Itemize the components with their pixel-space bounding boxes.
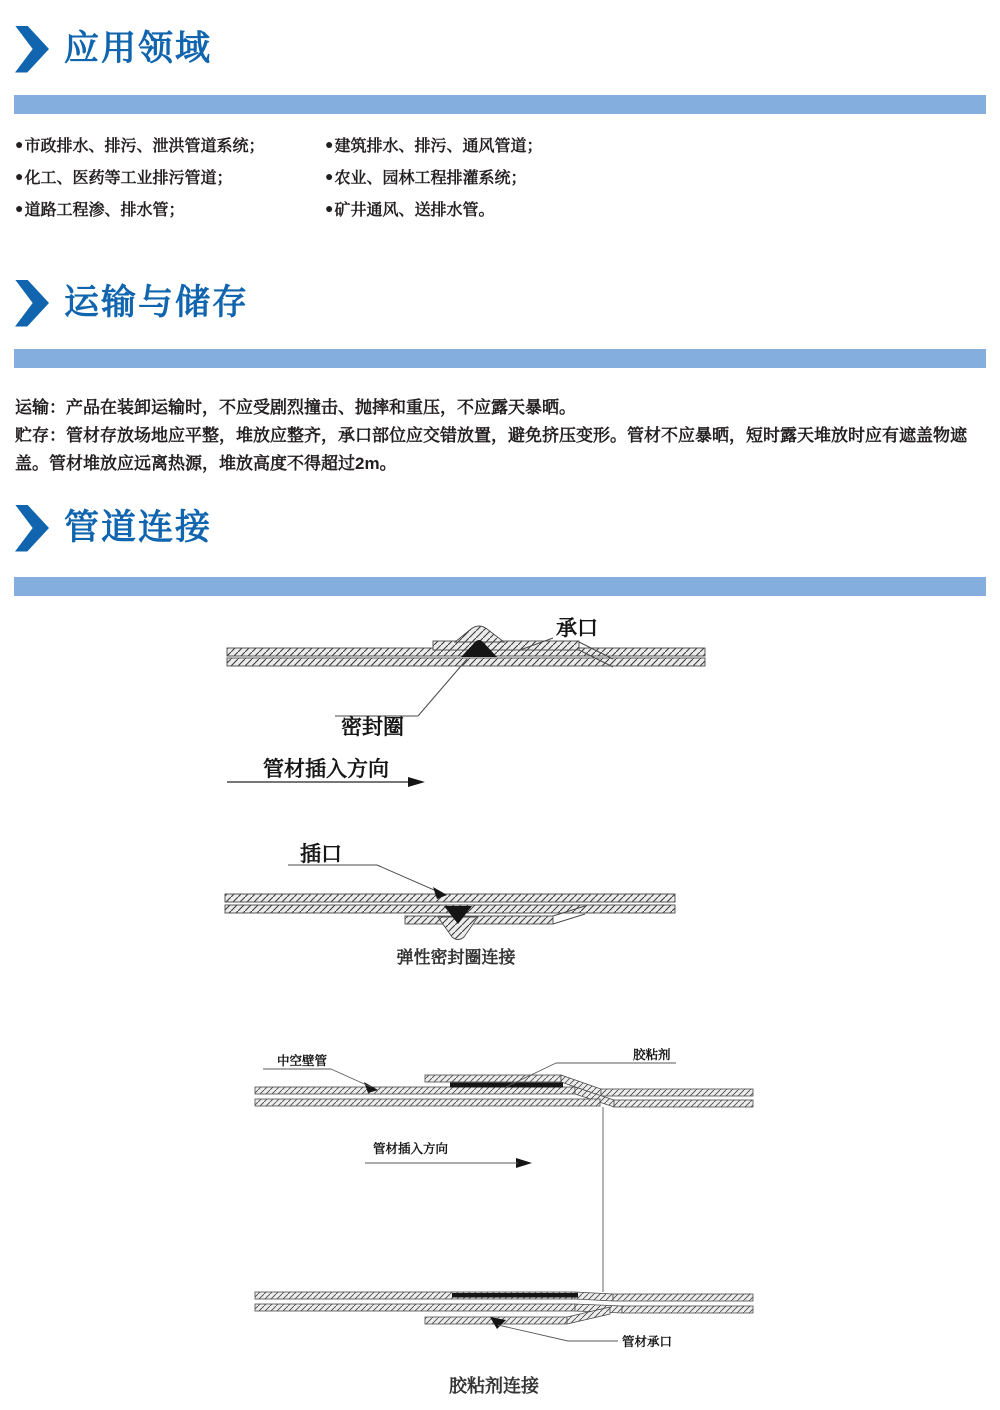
list-item [325,197,665,219]
list-item [15,133,325,155]
list-item [325,165,665,187]
section-header-transport [15,279,249,327]
diagram-caption: 弹性密封圈连接 [396,948,516,967]
section-header-connection [15,504,212,552]
section-title-applications: 应用领域 [64,29,213,68]
bullet-icon: ● [325,136,334,152]
list-item-text: 农业、园林工程排灌系统； [334,169,527,187]
divider-bar [14,349,986,368]
pipe-walls [255,1075,753,1324]
label-pipe-socket: 管材承口 [622,1335,673,1349]
divider-bar [14,95,986,114]
label-adhesive: 胶粘剂 [633,1048,671,1062]
seal-and-arrowheads [408,640,497,924]
label-insert-direction: 管材插入方向 [373,1142,449,1156]
bullet-icon: ● [15,200,24,216]
application-list [15,133,665,219]
section-title-connection: 管道连接 [64,508,213,547]
label-seal-ring: 密封圈 [341,716,404,739]
diagram-caption: 胶粘剂连接 [449,1376,539,1396]
chevron-icon [15,280,49,327]
transport-paragraph-storage: 贮存：管材存放场地应平整，堆放应整齐，承口部位应交错放置，避免挤压变形。管材不应暴晒，短时露天堆放时应有遮盖物遮盖。管材堆放应远离热源，堆放高度不得超过2m。 [15,426,967,473]
bullet-icon: ● [325,168,334,184]
transport-text [15,394,983,478]
bullet-icon: ● [325,200,334,216]
list-item-text: 道路工程渗、排水管； [24,201,185,219]
transport-paragraph-shipping: 运输：产品在装卸运输时，不应受剧烈撞击、抛摔和重压，不应露天暴晒。 [15,398,576,417]
pipe-walls [225,626,705,940]
direction-arrowhead-icon [408,777,425,787]
list-item [15,197,325,219]
list-item-text: 建筑排水、排污、通风管道； [334,137,543,155]
list-item-text: 市政排水、排污、泄洪管道系统； [24,137,265,155]
chevron-icon [15,26,49,73]
bullet-icon: ● [15,168,24,184]
list-item [15,165,325,187]
direction-arrowhead-icon [516,1158,532,1168]
divider-bar [14,577,986,596]
label-socket: 承口 [556,617,598,640]
label-spigot: 插口 [300,843,342,866]
bullet-icon: ● [15,136,24,152]
diagram-adhesive-connection [0,1030,1000,1410]
chevron-icon [15,505,49,552]
label-insert-direction: 管材插入方向 [263,758,389,781]
list-item-text: 化工、医药等工业排污管道； [24,169,233,187]
section-header-applications [15,25,212,73]
list-item [325,133,665,155]
diagram-seal-ring-connection [0,610,1000,980]
list-item-text: 矿井通风、送排水管。 [334,201,495,219]
label-hollow-wall-pipe: 中空壁管 [277,1054,328,1068]
adhesive-layer-bottom [452,1293,578,1298]
section-title-transport: 运输与储存 [64,283,250,322]
